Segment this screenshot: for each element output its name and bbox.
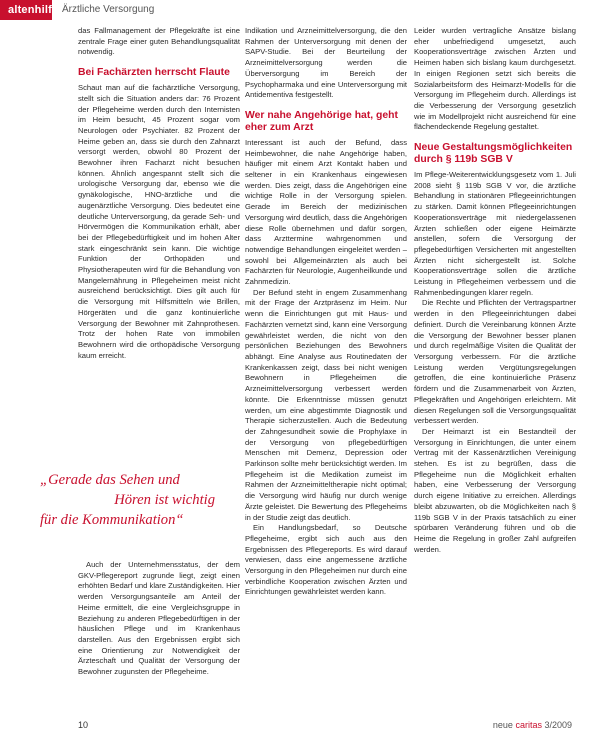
page-number: 10	[78, 720, 89, 730]
quote-line-2: Hören ist wichtig	[114, 492, 215, 508]
quote-line-1: „Gerade das Sehen und	[40, 472, 180, 488]
magazine-name-b: caritas	[515, 720, 542, 730]
column-1	[78, 26, 240, 361]
quote-line-3: für die Kommunikation“	[40, 512, 184, 528]
column-3	[414, 26, 576, 555]
pull-quote	[40, 470, 245, 530]
brand-label: altenhilfe	[0, 0, 52, 20]
col2-heading: Wer nahe Angehörige hat, geht eher zum Arzt	[245, 109, 398, 133]
col2-body-2: Der Befund steht in engem Zusammenhang mit der Frage der Arztpräsenz im Heim. Nur wenn die Einrichtungen gut mit Haus- und Fachärzten vernetzt sind, kann eine Versorgung gewährleistet werden, die nicht von den persönlichen Beziehungen des Bewohners abhängt. Eine Analyse aus Routinedaten der Krankenkassen zeigt, dass bei nicht wenigen Bewohnern in Pflegeheimen die Arzneimittelversorgung verbessert werden könnte. Die Erkenntnisse müssen genutzt werden, um eine abgestimmte Diagnostik und Therapie sicherzustellen. Auch die Bedeutung der Zahngesundheit sowie die Prophylaxe in der Versorgung von pflegebedürftigen Menschen mit Demenz, Depression oder Parkinson sollte mehr berücksichtigt werden. Im Pflegeheim ist die Medikation zumeist im Rahmen der Arzneimitteltherapie nicht optimal; die Versorgung wird häufig nur durch wenige Ärzte geleistet. Die Bewertung des Pflegeheims in der Studie zeigt das deutlich.	[245, 287, 407, 522]
col1-intro: das Fallmanagement der Pflegekräfte ist eine zentrale Frage einer guten Behandlungsqualität notwendig.	[78, 26, 240, 57]
col3-body-1: Im Pflege-Weiterentwicklungsgesetz vom 1. Juli 2008 sieht § 119b SGB V vor, die ärztliche Behandlung in stationären Pflegeeinrichtungen zu stärken. Damit können Pflegeeinrichtungen Kooperationsverträge mit niedergelassenen Ärzten schließen oder eigene Heimärzte anstellen, sofern die Versorgung der pflegebedürftigen Versicherten mit angestellten Ärzten nicht sichergestellt ist. Solche Kooperationsverträge sollen die ärztliche Leistung in Pflegeheimen verbessern und die Rahmenbedingungen klarer regeln.	[414, 170, 576, 297]
col3-body-3: Der Heimarzt ist ein Bestandteil der Versorgung in Einrichtungen, die unter einem Vertrag mit der Kassenärztlichen Vereinigung stehen. Es ist zu begrüßen, dass die Pflegeheime nun die Möglichkeit erhalten haben, eine Verbesserung der Versorgung durch eigene Initiative zu erreichen. Allerdings bleibt abzuwarten, ob die Möglichkeiten nach § 119b SGB V in der Praxis tatsächlich zu einer spürbaren Veränderung führen und ob die Heime die Regelung in großer Zahl aufgreifen werden.	[414, 426, 576, 554]
col3-heading: Neue Gestaltungsmöglichkeiten durch § 119b SGB V	[414, 142, 573, 166]
page-header	[0, 0, 610, 20]
col3-intro: Leider wurden vertragliche Ansätze bislang eher unbefriedigend umgesetzt, auch Kooperationsverträge zwischen Ärzten und Heimen haben sich bislang kaum durchgesetzt. In einigen Regionen setzt sich bereits die Sozialarbeitsform des Heimarzt-Modells für die Versorgung im Pflegeheim durch. Allerdings ist die Verbesserung der Versorgung gesetzlich wie im Modellprojekt nicht ausreichend für eine flächendeckende Regelung gestaltet.	[414, 26, 576, 132]
issue-number: 3/2009	[544, 720, 572, 730]
col1-heading: Bei Fachärzten herrscht Flaute	[78, 67, 230, 79]
column-2	[245, 26, 407, 598]
col2-body-3: Ein Handlungsbedarf, so Deutsche Pflegeheime, ergibt sich auch aus den Ergebnissen des Pflegereports. Es wird darauf verwiesen, dass eine angemessene ärztliche Versorgung in den Pflegeheimen nur durch eine verbindliche Kooperation zwischen Ärzten und Einrichtungen gewährleistet werden kann.	[245, 523, 407, 597]
section-title: Ärztliche Versorgung	[62, 4, 155, 15]
col2-intro: Indikation und Arzneimittelversorgung, die den Rahmen der Unterversorgung mit denen der SAPV-Studie. Bei der Beurteilung der Arzneimittelversorgung werden die Überversorgung im Bereich der Psychopharmaka und eine Unterversorgung mit Antidementiva festgestellt.	[245, 26, 407, 100]
col3-body-2: Die Rechte und Pflichten der Vertragspartner werden in den Pflegeeinrichtungen dabei definiert. Durch die Vereinbarung können Ärzte die Versorgung der Bewohner besser planen und durch regelmäßige Visiten die Qualität der Versorgung verbessern. Für die ärztliche Leistung werden Vergütungsregelungen getroffen, die eine kontinuierliche Präsenz fördern und die Zusammenarbeit von Ärzten, Pflegekräften und Angehörigen erleichtern. Mit diesen Regelungen soll die Versorgungsqualität verbessert werden.	[414, 298, 576, 426]
col1-body-2: Auch der Unternehmensstatus, der dem GKV-Pflegereport zugrunde liegt, zeigt einen erhöhten Bedarf und klare Zuständigkeiten. Hier werden Versorgungsanteile am Anteil der Heime ermittelt, die eine Vergleichsgruppe in Beziehung zu anderen Pflegebedürftigen in der häuslichen Pflege und im Krankenhaus darstellen. Aus den Ergebnissen ergibt sich eine Orientierung zur Notwendigkeit der Ärzteschaft und Qualität der Versorgung der Bewohner zugunsten der Pflegeheime.	[78, 560, 240, 677]
magazine-footer	[493, 720, 572, 730]
column-1-lower	[78, 560, 240, 678]
magazine-name-a: neue	[492, 720, 513, 730]
col2-body-1: Interessant ist auch der Befund, dass Heimbewohner, die nahe Angehörige haben, häufiger mit einem Arzt Kontakt haben und seltener in ein Krankenhaus eingewiesen werden. Dies zeigt, dass die Angehörigen eine wichtige Rolle in der Versorgung spielen. Gerade im Bereich der medizinischen Versorgung wird deutlich, dass die Angehörigen diese Rolle übernehmen und dafür sorgen, dass Arzttermine wahrgenommen und notwendige Behandlungen eingeleitet werden – sowohl bei Allgemeinärzten als auch bei Fachärzten für Neurologie, Augenheilkunde und Zahnmedizin.	[245, 137, 407, 287]
col1-body: Schaut man auf die fachärztliche Versorgung, stellt sich die Situation anders dar: 76 Prozent der Pflegeheime werden durch den Internisten im Heim besucht, 45 Prozent sogar vom Neurologen oder Psychiater. 82 Prozent der Heime geben an, dass sie durch den Zahnarzt versorgt werden, obwohl 80 Prozent der Bewohner ihren Facharzt nicht besuchen können. Ähnlich angespannt stellt sich die urologische Versorgung dar, ebenso wie die gynäkologische, HNO-ärztliche und die augenärztliche Versorgung. Dies bedeutet eine deutliche Unterversorgung, da gerade Seh- und Hörvermögen die Kommunikation erhält, aber bei der Pflegebedürftigkeit und im hohen Alter stark eingeschränkt sein kann. Die wichtige Funktion der Orthopäden und Physiotherapeuten wird für die Behandlung von Mangelernährung in Pflegeheimen meist nicht ausreichend berücksichtigt. Dies gilt auch für die Versorgung mit Hilfsmitteln wie Brillen, Hörgeräten und die ganz kontinuierliche Versorgung der Bewohner mit Zahnprothesen. Trotz der hohen Rate von immobilen Bewohnern wird die orthopädische Versorgung kaum erreicht.	[78, 83, 240, 360]
